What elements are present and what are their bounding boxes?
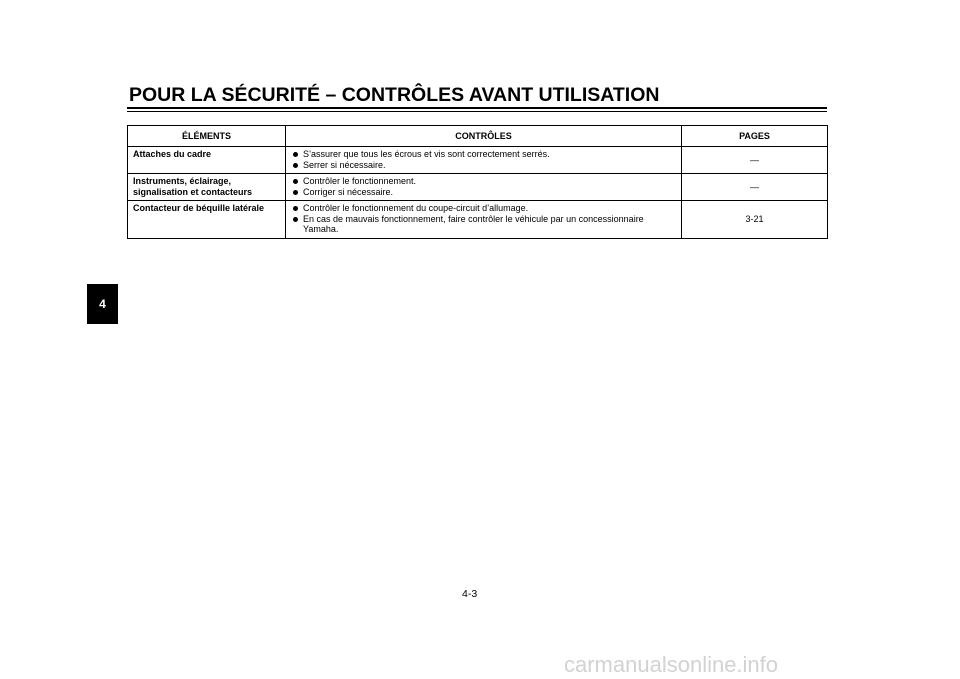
control-item: Serrer si nécessaire. [292,160,679,171]
chapter-tab [87,284,118,324]
control-item: S’assurer que tous les écrous et vis sont correctement serrés. [292,149,679,160]
header-controls: CONTRÔLES [286,126,682,147]
inspection-table [127,125,828,239]
title-rule-thin [127,111,827,112]
row-page: — [682,174,828,201]
table-row [128,147,828,174]
row-element: Attaches du cadre [128,147,286,174]
control-item: Corriger si nécessaire. [292,187,679,198]
header-elements: ÉLÉMENTS [128,126,286,147]
title-rule-thick [127,107,827,109]
row-page: — [682,147,828,174]
chapter-number: 4 [99,297,106,311]
row-element: Instruments, éclairage, signalisation et contacteurs [128,174,286,201]
control-item: En cas de mauvais fonctionnement, faire contrôler le véhicule par un concessionnaire Yamaha. [292,214,679,235]
row-controls [286,174,682,201]
row-controls [286,147,682,174]
header-pages: PAGES [682,126,828,147]
row-controls [286,201,682,239]
table-row [128,174,828,201]
watermark: carmanualsonline.info [564,652,779,677]
table-row [128,201,828,239]
page-number: 4-3 [462,588,478,600]
control-item: Contrôler le fonctionnement. [292,176,679,187]
control-item: Contrôler le fonctionnement du coupe-circuit d’allumage. [292,203,679,214]
row-element: Contacteur de béquille latérale [128,201,286,239]
page-title: POUR LA SÉCURITÉ – CONTRÔLES AVANT UTILISATION [129,84,660,106]
table-header-row [128,126,828,147]
row-page: 3-21 [682,201,828,239]
